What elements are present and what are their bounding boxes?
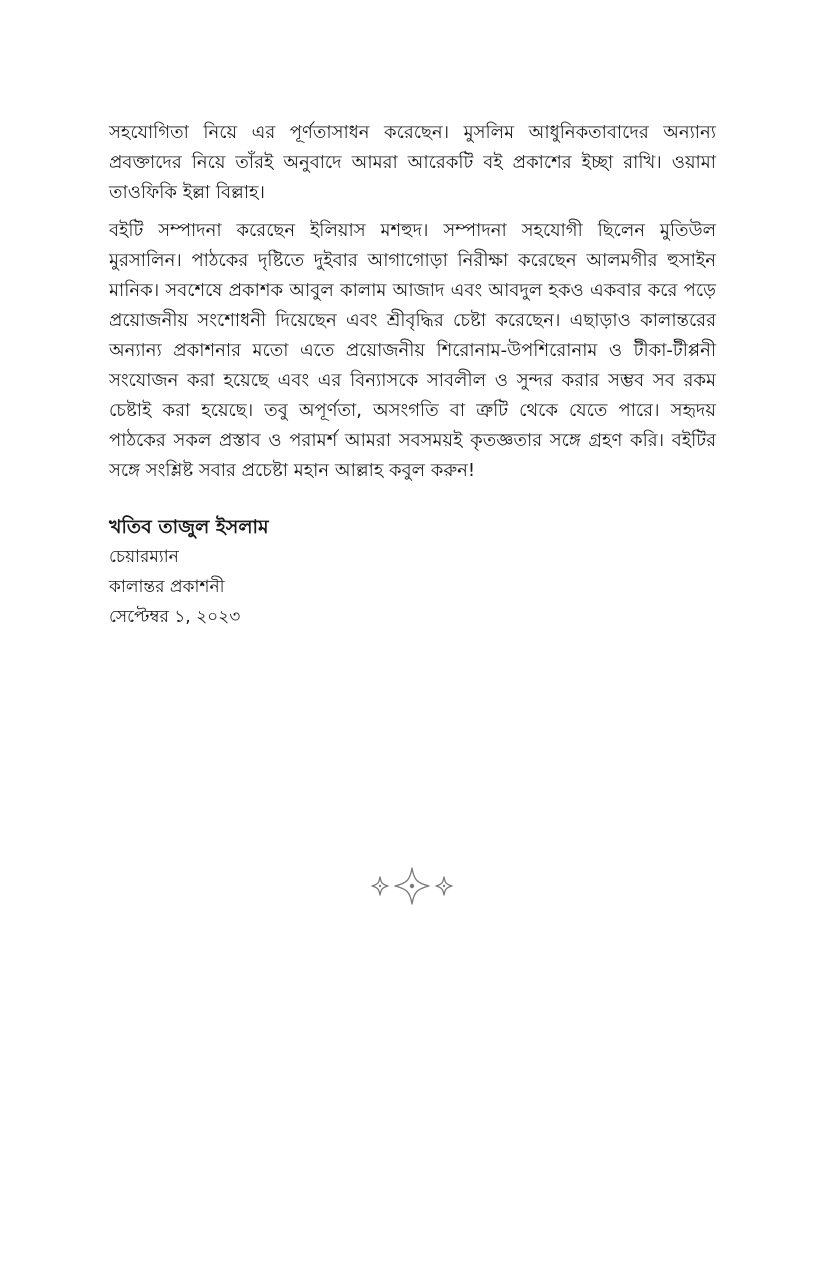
- signer-title: চেয়ারম্যান: [109, 547, 179, 567]
- body-paragraph-2: বইটি সম্পাদনা করেছেন ইলিয়াস মশহুদ। সম্পাদনা সহযোগী ছিলেন মুতিউল মুরসালিন। পাঠকের দৃষ্টিতে দুইবার আগাগোড়া নিরীক্ষা করেছেন আলমগীর হুসাইন মানিক। সবশেষে প্রকাশক আবুল কালাম আজাদ এবং আবদুল হকও একবার করে পড়ে প্রয়োজনীয় সংশোধনী দিয়েছেন এবং শ্রীবৃদ্ধির চেষ্টা করেছেন। এছাড়াও কালান্তরের অন্যান্য প্রকাশনার মতো এতে প্রয়োজনীয় শিরোনাম-উপশিরোনাম ও টীকা-টীপ্পনী সংযোজন করা হয়েছে এবং এর বিন্যাসকে সাবলীল ও সুন্দর করার সম্ভব সব রকম চেষ্টাই করা হয়েছে। তবু অপূর্ণতা, অসংগতি বা ত্রুটি থেকে যেতে পারে। সহৃদয় পাঠকের সকল প্রস্তাব ও পরামর্শ আমরা সবসময়ই কৃতজ্ঞতার সঙ্গে গ্রহণ করি। বইটির সঙ্গে সংশ্লিষ্ট সবার প্রচেষ্টা মহান আল্লাহ কবুল করুন!: [109, 220, 716, 481]
- signer-organization: কালান্তর প্রকাশনী: [109, 577, 225, 597]
- signature-date: সেপ্টেম্বর ১, ২০২৩: [109, 607, 241, 627]
- signature-block: [109, 512, 716, 632]
- signer-name: খতিব তাজুল ইসলাম: [109, 516, 269, 538]
- document-page: [109, 118, 716, 632]
- sparkle-divider-icon: [367, 864, 457, 908]
- body-paragraph-1: সহযোগিতা নিয়ে এর পূর্ণতাসাধন করেছেন। মুসলিম আধুনিকতাবাদের অন্যান্য প্রবক্তাদের নিয়ে তাঁরই অনুবাদে আমরা আরেকটি বই প্রকাশের ইচ্ছা রাখি। ওয়ামা তাওফিকি ইল্লা বিল্লাহ।: [109, 122, 716, 203]
